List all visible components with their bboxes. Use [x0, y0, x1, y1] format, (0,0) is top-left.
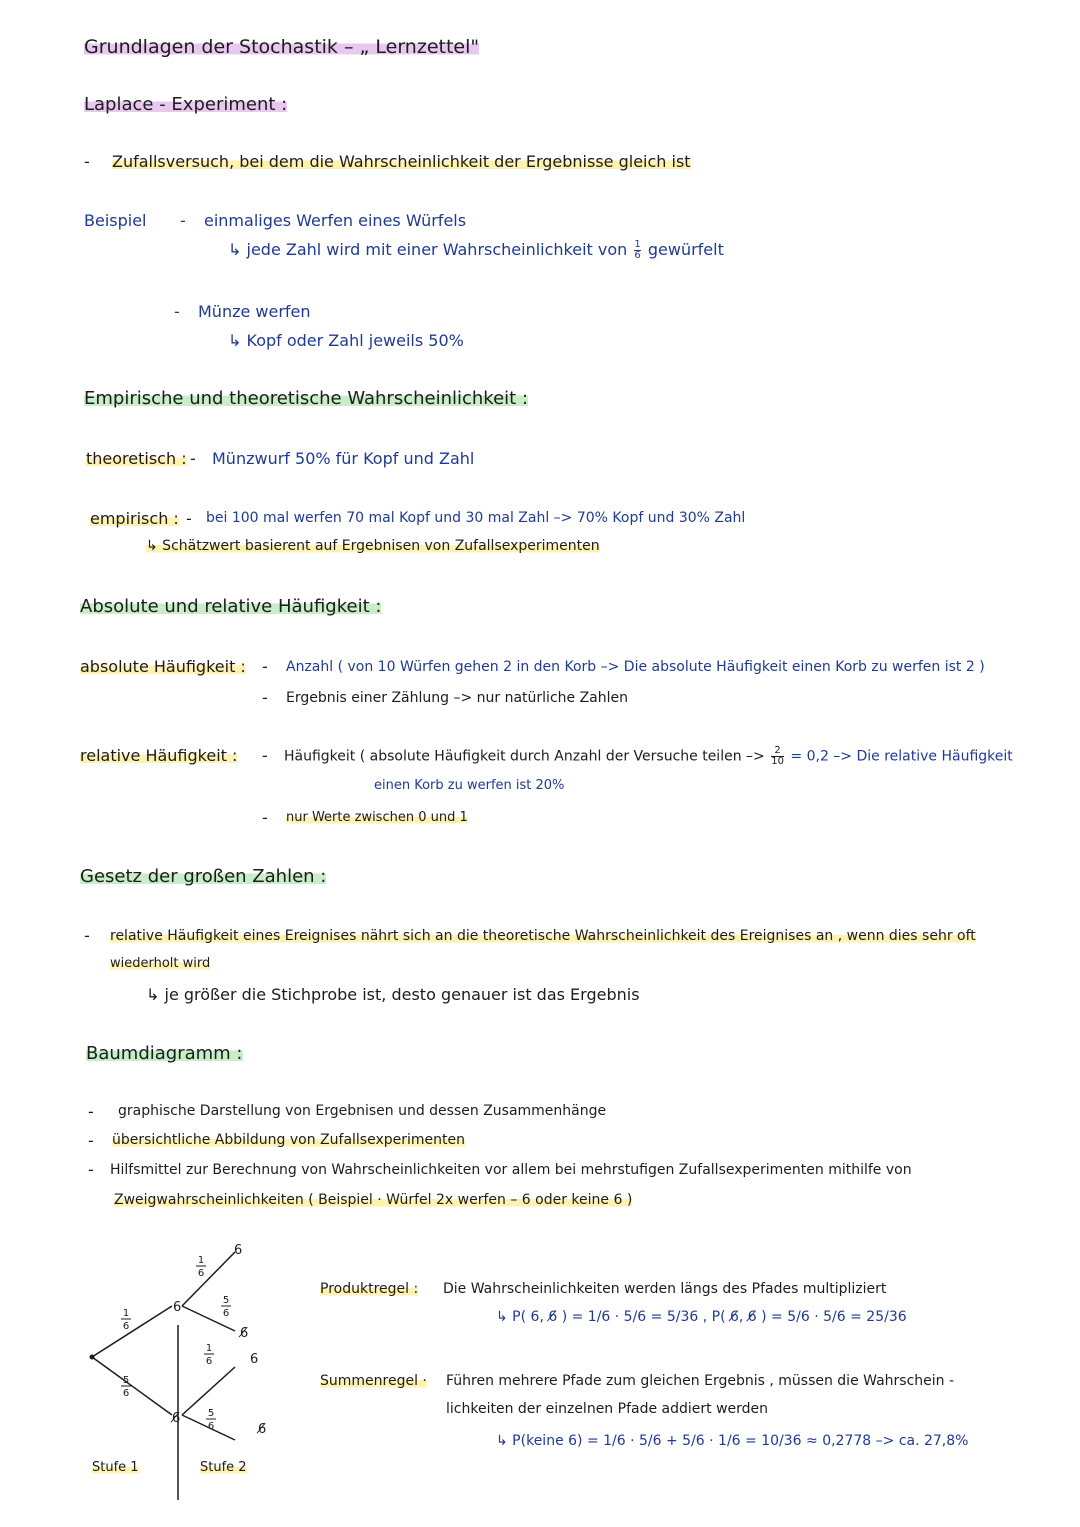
gesetz-heading: Gesetz der großen Zahlen : [80, 866, 327, 887]
tree-branch-s1-notsix [92, 1357, 172, 1415]
tree-branch-s1-six [92, 1306, 172, 1357]
empirisch-heading: Empirische und theoretische Wahrscheinlichkeit : [84, 388, 529, 409]
relative-label: relative Häufigkeit : [80, 746, 238, 765]
prob-s1-notsix-num: 5 [122, 1375, 130, 1386]
bullet-dash: - [88, 1102, 94, 1121]
prob-notsix-six-den: 6 [205, 1356, 213, 1367]
baum-bullet-3: Hilfsmittel zur Berechnung von Wahrscheinlichkeiten vor allem bei mehrstufigen Zufallsexperimenten mithilfe von [110, 1162, 912, 1178]
bullet-dash: - [186, 509, 192, 528]
tree-node-six-s1: 6 [173, 1300, 182, 1315]
fraction-two-tenths: $\frac{2}{10}$ [771, 745, 784, 767]
produktregel-label: Produktregel : [320, 1281, 419, 1297]
prob-s1-six-num: 1 [122, 1308, 130, 1319]
absolute-label: absolute Häufigkeit : [80, 657, 246, 676]
tree-node-notsix-six: 6 [250, 1352, 259, 1367]
bullet-dash: - [88, 1131, 94, 1150]
beispiel-label: Beispiel [84, 211, 147, 230]
bullet-dash: - [262, 688, 268, 707]
bullet-dash: - [262, 746, 268, 765]
absolute-text-2: Ergebnis einer Zählung –> nur natürliche Zahlen [286, 690, 628, 706]
example-coin: Münze werfen [198, 302, 311, 321]
empirisch-text: bei 100 mal werfen 70 mal Kopf und 30 mal Zahl –> 70% Kopf und 30% Zahl [206, 510, 746, 526]
summenregel-sub: ↳ P(keine 6) = 1/6 · 5/6 + 5/6 · 1/6 = 10/36 ≈ 0,2778 –> ca. 27,8% [496, 1433, 969, 1449]
gesetz-line-1: relative Häufigkeit eines Ereignises nährt sich an die theoretische Wahrscheinlichkeit des Ereignises an , wenn dies sehr oft [110, 928, 976, 944]
gesetz-line-2: wiederholt wird [110, 956, 211, 971]
example-dice: einmaliges Werfen eines Würfels [204, 211, 467, 230]
prob-notsix-notsix-num: 5 [207, 1408, 215, 1419]
laplace-heading: Laplace - Experiment : [84, 94, 288, 115]
baum-bullet-2: übersichtliche Abbildung von Zufallsexperimenten [112, 1132, 466, 1148]
absolute-text-1: Anzahl ( von 10 Würfen gehen 2 in den Korb –> Die absolute Häufigkeit einen Korb zu werfen ist 2 ) [286, 659, 985, 675]
example-dice-sub: ↳ jede Zahl wird mit einer Wahrscheinlichkeit von $\frac{1}{6}$ gewürfelt [228, 239, 724, 261]
bullet-dash: - [190, 449, 196, 468]
fraction-one-sixth: $\frac{1}{6}$ [634, 239, 641, 261]
summenregel-text-2: lichkeiten der einzelnen Pfade addiert werden [446, 1401, 769, 1417]
stufe-1-label: Stufe 1 [92, 1460, 139, 1475]
baum-bullet-4: Zweigwahrscheinlichkeiten ( Beispiel · Würfel 2x werfen – 6 oder keine 6 ) [114, 1192, 633, 1208]
example-coin-sub: ↳ Kopf oder Zahl jeweils 50% [228, 331, 464, 350]
prob-notsix-notsix-den: 6 [207, 1421, 215, 1432]
produktregel-text: Die Wahrscheinlichkeiten werden längs des Pfades multipliziert [443, 1281, 887, 1297]
bullet-dash: - [174, 302, 180, 321]
theoretisch-text: Münzwurf 50% für Kopf und Zahl [212, 449, 475, 468]
bullet-dash: - [180, 211, 186, 230]
gesetz-sub: ↳ je größer die Stichprobe ist, desto genauer ist das Ergebnis [146, 985, 640, 1004]
summenregel-text-1: Führen mehrere Pfade zum gleichen Ergebnis , müssen die Wahrschein - [446, 1373, 955, 1389]
relative-text-2: nur Werte zwischen 0 und 1 [286, 810, 468, 825]
prob-six-six-den: 6 [197, 1268, 205, 1279]
produktregel-sub: ↳ P( 6, 6̸ ) = 1/6 · 5/6 = 5/36 , P( 6̸, 6̸ ) = 5/6 · 5/6 = 25/36 [496, 1309, 907, 1325]
bullet-dash: - [84, 152, 90, 171]
prob-s1-six-den: 6 [122, 1321, 130, 1332]
prob-six-six-num: 1 [197, 1255, 205, 1266]
tree-node-notsix-s1: 6̸ [172, 1411, 181, 1426]
prob-six-notsix-num: 5 [222, 1295, 230, 1306]
relative-text-1-cont: einen Korb zu werfen ist 20% [374, 778, 565, 793]
theoretisch-label: theoretisch : [86, 449, 187, 468]
baum-bullet-1: graphische Darstellung von Ergebnisen und dessen Zusammenhänge [118, 1103, 607, 1119]
prob-six-notsix-den: 6 [222, 1308, 230, 1319]
tree-node-six-notsix: 6̸ [240, 1326, 249, 1341]
summenregel-label: Summenregel · [320, 1373, 427, 1389]
bullet-dash: - [84, 926, 90, 945]
tree-node-six-six: 6 [234, 1243, 243, 1258]
empirisch-label: empirisch : [90, 509, 179, 528]
prob-s1-notsix-den: 6 [122, 1388, 130, 1399]
bullet-dash: - [262, 657, 268, 676]
tree-node-notsix-notsix: 6̸ [258, 1422, 267, 1437]
laplace-definition: Zufallsversuch, bei dem die Wahrscheinlichkeit der Ergebnisse gleich ist [112, 152, 691, 171]
haeufigkeit-heading: Absolute und relative Häufigkeit : [80, 596, 382, 617]
bullet-dash: - [262, 808, 268, 827]
relative-text-1: Häufigkeit ( absolute Häufigkeit durch Anzahl der Versuche teilen –> $\frac{2}{10}$ = 0,2 –> Die relative Häufigkeit [284, 745, 1013, 767]
page-title: Grundlagen der Stochastik – „ Lernzettel" [84, 36, 480, 58]
baum-heading: Baumdiagramm : [86, 1043, 243, 1064]
bullet-dash: - [88, 1160, 94, 1179]
prob-notsix-six-num: 1 [205, 1343, 213, 1354]
empirisch-sub: ↳ Schätzwert basierent auf Ergebnisen von Zufallsexperimenten [146, 538, 600, 554]
stufe-2-label: Stufe 2 [200, 1460, 247, 1475]
